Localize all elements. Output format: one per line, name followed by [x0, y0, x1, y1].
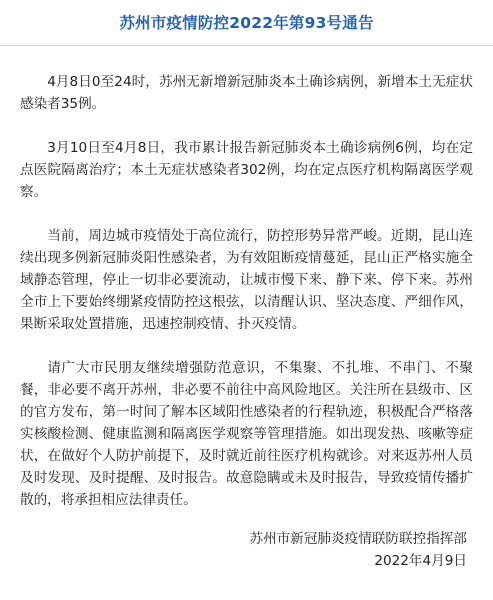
signature-organization: 苏州市新冠肺炎疫情联防联控指挥部	[249, 531, 467, 547]
paragraph-daily-cases: 4月8日0至24时，苏州无新增新冠肺炎本土确诊病例，新增本土无症状感染者35例。	[20, 74, 473, 112]
notice-title: 苏州市疫情防控2022年第93号通告	[119, 14, 374, 32]
signature-date: 2022年4月9日	[374, 553, 467, 569]
paragraph-current-situation: 当前，周边城市疫情处于高位流行，防控形势异常严峻。近期，昆山连续出现多例新冠肺炎阳性感染者，为有效阻断疫情蔓延，昆山正严格实施全域静态管理，停止一切非必要流动，让城市慢下来、静下来、停下来。苏州全市上下要始终绷紧疫情防控这根弦，以清醒认识、坚决态度、严细作风，果断采取处置措施，迅速控制疫情、扑灭疫情。	[20, 228, 473, 332]
paragraph-cumulative-cases: 3月10日至4月8日，我市累计报告新冠肺炎本土确诊病例6例，均在定点医院隔离治疗；本土无症状感染者302例，均在定点医疗机构隔离医学观察。	[20, 140, 473, 200]
paragraph-public-advice: 请广大市民朋友继续增强防范意识，不集聚、不扎堆、不串门、不聚餐，非必要不离开苏州，非必要不前往中高风险地区。关注所在县级市、区的官方发布，第一时间了解本区域阳性感染者的行程轨迹，积极配合严格落实核酸检测、健康监测和隔离医学观察等管理措施。如出现发热、咳嗽等症状，在做好个人防护前提下，及时就近前往医疗机构就诊。对来返苏州人员及时发现、及时提醒、及时报告。故意隐瞒或未及时报告，导致疫情传播扩散的，将承担相应法律责任。	[20, 360, 473, 508]
title-divider	[0, 45, 493, 46]
